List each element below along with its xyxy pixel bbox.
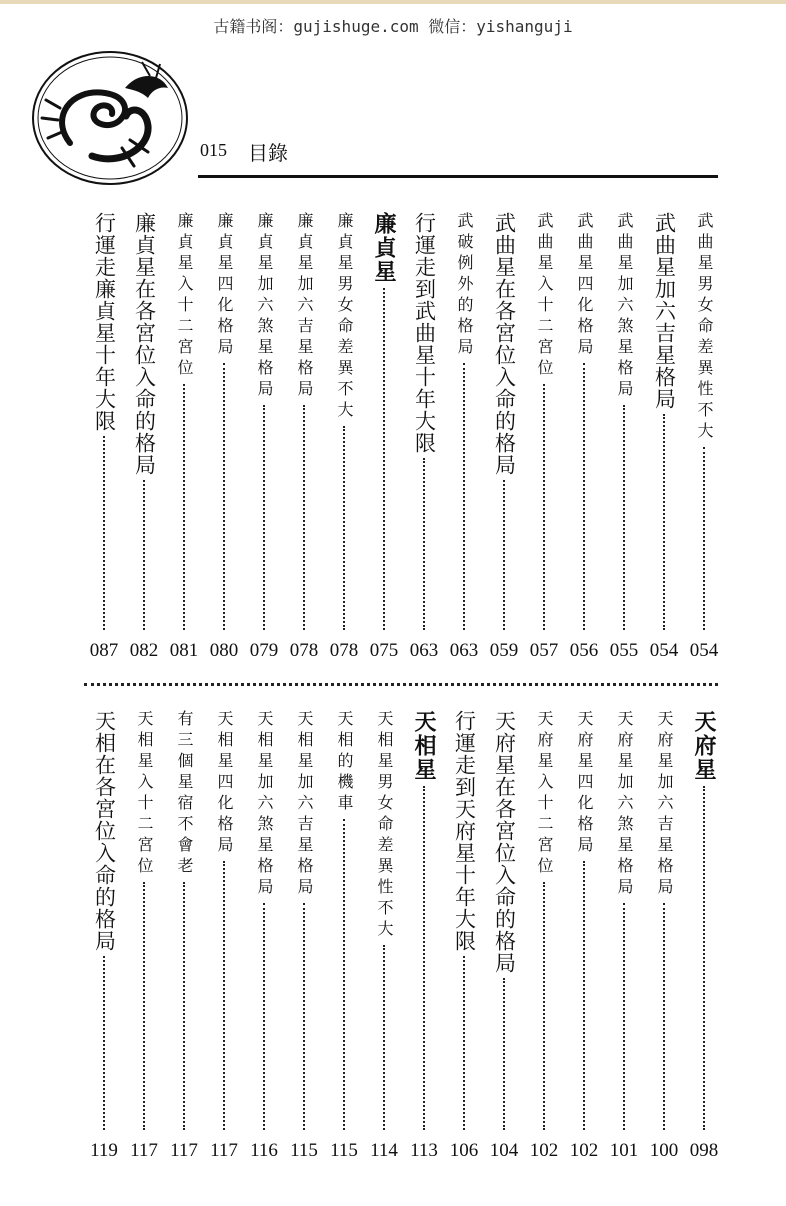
dotted-leader (183, 384, 185, 630)
dotted-leader (183, 882, 185, 1130)
toc-entry[interactable] (90, 212, 118, 662)
toc-entry-title: 天府星 (691, 710, 717, 782)
toc-entry-title: 武曲星加六吉星格局 (652, 212, 677, 410)
toc-page-number: 114 (370, 1140, 398, 1161)
toc-entry[interactable] (530, 710, 558, 1162)
toc-page-number: 101 (609, 1140, 639, 1161)
dotted-leader (303, 405, 305, 630)
toc-entry[interactable] (610, 710, 638, 1162)
toc-entry[interactable] (330, 212, 358, 662)
toc-page-number: 079 (249, 640, 279, 661)
header-page-number: 015 (200, 140, 227, 160)
dragon-emblem-logo (30, 48, 190, 188)
dotted-leader (343, 819, 345, 1130)
toc-page-number: 054 (649, 640, 679, 661)
toc-entry-text (210, 212, 238, 636)
dotted-leader (303, 903, 305, 1130)
toc-entry[interactable] (450, 212, 478, 662)
toc-entry-text (490, 212, 518, 636)
toc-entry-text (610, 212, 638, 636)
section-divider (84, 683, 718, 686)
dotted-leader (503, 978, 505, 1130)
toc-section-heading[interactable] (410, 710, 438, 1162)
toc-entry-title: 行運走到武曲星十年大限 (412, 212, 437, 454)
toc-entry-title: 天府星入十二宮位 (535, 710, 554, 878)
toc-entry-title: 天府星加六吉星格局 (655, 710, 674, 899)
toc-entry[interactable] (610, 212, 638, 662)
toc-page-number: 059 (489, 640, 519, 661)
toc-entry[interactable] (330, 710, 358, 1162)
toc-entry[interactable] (210, 710, 238, 1162)
dotted-leader (343, 426, 345, 630)
dotted-leader (503, 480, 505, 630)
toc-entry-text (90, 212, 118, 636)
dotted-leader (423, 458, 425, 630)
toc-entry-text (370, 212, 398, 636)
toc-entry[interactable] (250, 710, 278, 1162)
toc-entry-text (570, 710, 598, 1136)
toc-page-number: 100 (649, 1140, 679, 1161)
top-band (0, 0, 786, 4)
dotted-leader (543, 882, 545, 1130)
toc-entry-title: 廉貞星四化格局 (215, 212, 234, 359)
toc-entry-title: 天相在各宮位入命的格局 (92, 710, 117, 952)
toc-page-number: 102 (529, 1140, 559, 1161)
toc-entry-text (690, 212, 718, 636)
dotted-leader (583, 363, 585, 630)
toc-entry-text (330, 710, 358, 1136)
toc-entry[interactable] (250, 212, 278, 662)
toc-entry[interactable] (570, 710, 598, 1162)
toc-entry-title: 天府星四化格局 (575, 710, 594, 857)
toc-entry-text (330, 212, 358, 636)
toc-entry[interactable] (410, 212, 438, 662)
toc-section-heading[interactable] (690, 710, 718, 1162)
toc-entry-title: 天相星男女命差異性不大 (375, 710, 394, 941)
toc-entry-title: 天相星入十二宮位 (135, 710, 154, 878)
toc-entry-text (650, 212, 678, 636)
toc-page-number: 056 (569, 640, 599, 661)
toc-page-number: 057 (529, 640, 559, 661)
toc-entry[interactable] (650, 212, 678, 662)
toc-entry[interactable] (650, 710, 678, 1162)
toc-entry-text (170, 212, 198, 636)
toc-entry-text (250, 212, 278, 636)
toc-entry-title: 武曲星入十二宮位 (535, 212, 554, 380)
toc-page-number: 117 (170, 1140, 198, 1161)
header-rule (198, 175, 718, 178)
toc-entry[interactable] (370, 710, 398, 1162)
dotted-leader (383, 288, 385, 630)
toc-entry-title: 廉貞星加六吉星格局 (295, 212, 314, 401)
toc-entry-title: 行運走廉貞星十年大限 (92, 212, 117, 432)
toc-page-number: 104 (489, 1140, 519, 1161)
toc-entry-text (410, 710, 438, 1136)
toc-entry[interactable] (450, 710, 478, 1162)
toc-entry[interactable] (130, 212, 158, 662)
toc-entry-text (690, 710, 718, 1136)
toc-entry-text (290, 710, 318, 1136)
toc-entry[interactable] (170, 212, 198, 662)
toc-page-number: 063 (409, 640, 439, 661)
toc-entry[interactable] (210, 212, 238, 662)
toc-entry[interactable] (490, 212, 518, 662)
toc-entry-text (250, 710, 278, 1136)
watermark-text: 古籍书阁：gujishuge.com 微信：yishanguji (213, 17, 573, 36)
dotted-leader (583, 861, 585, 1130)
toc-entry-text (490, 710, 518, 1136)
dotted-leader (703, 786, 705, 1130)
dotted-leader (263, 405, 265, 630)
toc-entry-text (570, 212, 598, 636)
toc-entry[interactable] (130, 710, 158, 1162)
toc-page-number: 055 (609, 640, 639, 661)
toc-page-number: 075 (369, 640, 399, 661)
toc-page-number: 063 (449, 640, 479, 661)
toc-entry-title: 行運走到天府星十年大限 (452, 710, 477, 952)
toc-entry-title: 天相的機車 (335, 710, 354, 815)
toc-page-number: 054 (689, 640, 719, 661)
dotted-leader (663, 414, 665, 630)
header-title: 目錄 (248, 141, 288, 165)
toc-page-number: 113 (410, 1140, 438, 1161)
toc-entry-text (530, 710, 558, 1136)
dotted-leader (143, 480, 145, 630)
toc-entry-text (130, 710, 158, 1136)
toc-entry-text (530, 212, 558, 636)
toc-page-number: 115 (290, 1140, 318, 1161)
toc-entry[interactable] (170, 710, 198, 1162)
toc-page-number: 116 (250, 1140, 278, 1161)
toc-entry-title: 廉貞星入十二宮位 (175, 212, 194, 380)
toc-page-number: 098 (689, 1140, 719, 1161)
dotted-leader (223, 861, 225, 1130)
toc-entry-title: 天相星四化格局 (215, 710, 234, 857)
toc-entry-text (90, 710, 118, 1136)
dotted-leader (103, 436, 105, 630)
toc-entry-text (370, 710, 398, 1136)
toc-page-number: 117 (210, 1140, 238, 1161)
toc-entry-title: 有三個星宿不會老 (175, 710, 194, 878)
toc-entry[interactable] (490, 710, 518, 1162)
dotted-leader (703, 447, 705, 630)
toc-entry-title: 廉貞星加六煞星格局 (255, 212, 274, 401)
toc-page-number: 115 (330, 1140, 358, 1161)
toc-page-number: 078 (329, 640, 359, 661)
toc-page-number: 081 (169, 640, 199, 661)
toc-entry-title: 天相星加六吉星格局 (295, 710, 314, 899)
toc-entry-title: 武曲星四化格局 (575, 212, 594, 359)
toc-entry[interactable] (90, 710, 118, 1162)
toc-entry-title: 天府星在各宮位入命的格局 (492, 710, 517, 974)
dotted-leader (423, 786, 425, 1130)
toc-page-number: 119 (90, 1140, 118, 1161)
dotted-leader (103, 956, 105, 1130)
toc-entry-title: 武曲星加六煞星格局 (615, 212, 634, 401)
toc-entry[interactable] (690, 212, 718, 662)
dotted-leader (263, 903, 265, 1130)
toc-page-number: 082 (129, 640, 159, 661)
toc-page-number: 102 (569, 1140, 599, 1161)
toc-entry[interactable] (290, 212, 318, 662)
toc-entry-title: 廉貞星在各宮位入命的格局 (132, 212, 157, 476)
toc-entry-text (610, 710, 638, 1136)
dotted-leader (383, 945, 385, 1130)
toc-page-number: 087 (89, 640, 119, 661)
toc-entry-text (450, 212, 478, 636)
toc-entry[interactable] (570, 212, 598, 662)
dotted-leader (663, 903, 665, 1130)
toc-entry-title: 天相星加六煞星格局 (255, 710, 274, 899)
toc-page-number: 078 (289, 640, 319, 661)
toc-entry[interactable] (530, 212, 558, 662)
toc-entry[interactable] (290, 710, 318, 1162)
dotted-leader (223, 363, 225, 630)
toc-entry-title: 武曲星男女命差異性不大 (695, 212, 714, 443)
toc-entry-text (170, 710, 198, 1136)
toc-page-number: 106 (449, 1140, 479, 1161)
toc-entry-text (450, 710, 478, 1136)
dotted-leader (463, 956, 465, 1130)
toc-entry-title: 武破例外的格局 (455, 212, 474, 359)
toc-entry-text (210, 710, 238, 1136)
toc-entry-text (290, 212, 318, 636)
toc-entry-text (410, 212, 438, 636)
toc-entry-title: 天府星加六煞星格局 (615, 710, 634, 899)
toc-page-number: 080 (209, 640, 239, 661)
dotted-leader (623, 405, 625, 630)
dotted-leader (543, 384, 545, 630)
dotted-leader (463, 363, 465, 630)
toc-page-number: 117 (130, 1140, 158, 1161)
toc-entry-title: 天相星 (411, 710, 437, 782)
toc-entry-title: 廉貞星 (371, 212, 397, 284)
dotted-leader (623, 903, 625, 1130)
dotted-leader (143, 882, 145, 1130)
toc-entry-text (650, 710, 678, 1136)
toc-entry-title: 武曲星在各宮位入命的格局 (492, 212, 517, 476)
toc-section-heading[interactable] (370, 212, 398, 662)
toc-entry-title: 廉貞星男女命差異不大 (335, 212, 354, 422)
toc-entry-text (130, 212, 158, 636)
